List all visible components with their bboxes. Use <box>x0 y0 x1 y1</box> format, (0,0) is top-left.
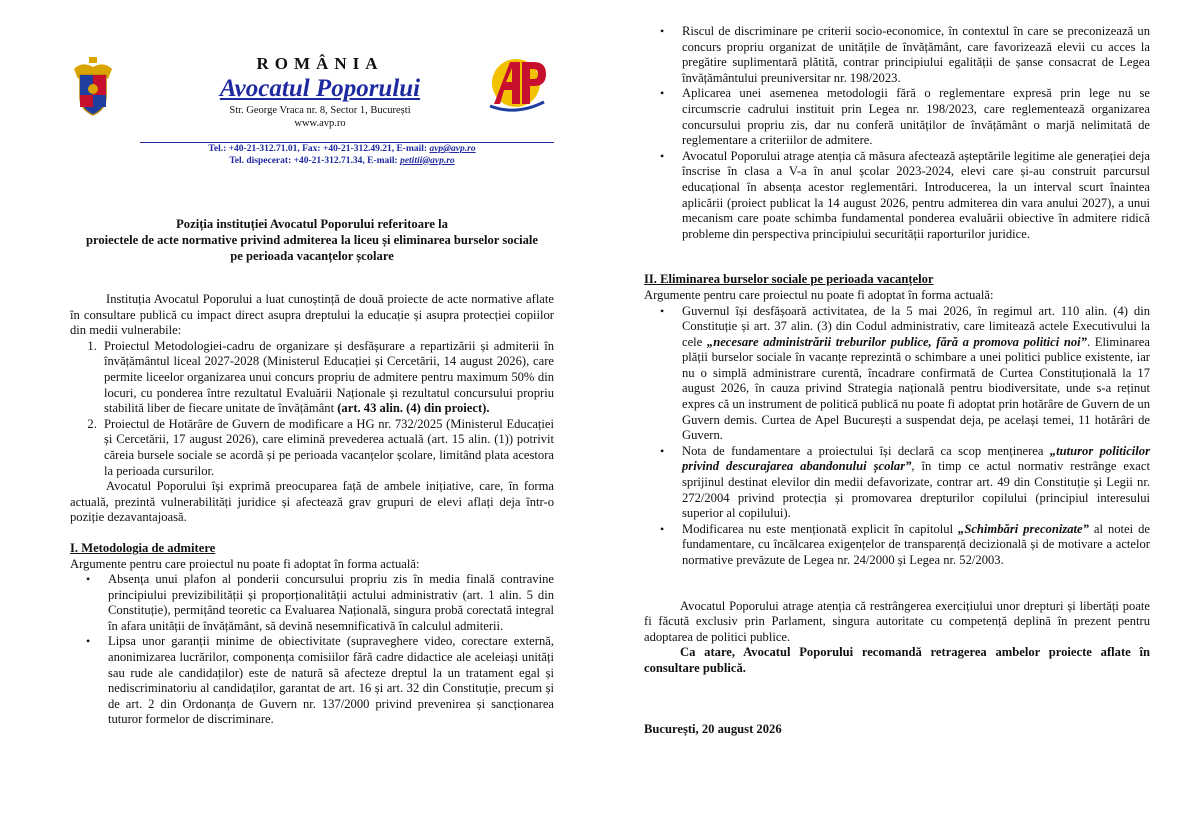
institution-website: www.avp.ro <box>294 117 346 129</box>
bullet-text: Absența unui plafon al ponderii concursului propriu zis în media finală contravine principiului previzibilității și proporționalității actului administrativ (art. 1 alin. 5 din Constituție), permițând teoretic ca Evaluarea Națională, singura probă corectată integral în afara unității de învățământ, să devină nesemnificativă în calculul admiterii. <box>108 572 554 633</box>
section-1-bullet-5 <box>660 148 1150 243</box>
bullet-text: Riscul de discriminare pe criterii socio-economice, în contextul în care se preconizează un concurs propriu organizat de unitățile de învățământ, care favorizează elevii cu acces la pregătire suplimentară plătită, contrar principiului egalității de șanse consacrat de Legea învățământului preuniversitar nr. 198/2023. <box>682 24 1150 85</box>
bullet-icon: • <box>660 148 665 163</box>
section-1-bullet-3 <box>660 24 1150 86</box>
bullet-quote: „tuturor politicilor privind descurajarea abandonului școlar” <box>682 443 1150 474</box>
bullet-icon: • <box>86 634 91 649</box>
bullet-icon: • <box>86 572 91 587</box>
project-item-1 <box>100 339 554 417</box>
bullet-text: Aplicarea unei asemenea metodologii fără o reglementare expresă prin lege nu se circumscrie cadrului instituit prin Legea nr. 198/2023, care reglementează organizarea concursului propriu zis, dar nu conferă unităților de învățământ o marjă nelimitată de reglementare a criteriilor de admitere. <box>682 86 1150 148</box>
bullet-text: Guvernul își desfășoară activitatea, de la 5 mai 2026, în regimul art. 110 alin. (4) din Constituție și art. 37 alin. (3) din Codul administrativ, care limitează actele Executivului la cele <box>682 303 1150 349</box>
recommendation-paragraph: Ca atare, Avocatul Poporului recomandă retragerea ambelor proiecte aflate în consultare publică. <box>644 645 1150 675</box>
section-1-heading: I. Metodologia de admitere <box>70 540 216 555</box>
section-2-bullets <box>644 304 1150 569</box>
section-2-bullet-2 <box>660 443 1150 522</box>
contact-line-2-text: Tel. dispecerat: +40-21-312.71.34, E-mail: <box>229 155 401 166</box>
project-2-text: Proiectul de Hotărâre de Guvern de modificare a HG nr. 732/2025 (Ministerul Educației și Cercetării, 17 august 2026), care elimină prevederea actuală (art. 15 alin. (1)) potrivit căreia bursele sociale se acordă și pe perioada vacanțelor școlare, limitând plata acestora la perioada cursurilor. <box>104 416 554 478</box>
bullet-icon: • <box>660 443 665 458</box>
title-line-3: pe perioada vacanțelor școlare <box>230 249 394 263</box>
project-1-text: Proiectul Metodologiei-cadru de organizare și desfășurare a repartizării și admiterii în învățământul liceal 2027-2028 (Ministerul Educației și Cercetării, 14 august 2026), care permite liceelor organizarea unui concurs propriu de admitere pentru maximum 50% din locuri, cu ponderea între rezultatul Evaluării Naționale și rezultatul concursului propriu stabilită liber de fiecare unitate de învățământ <box>104 338 554 416</box>
letterhead-center <box>160 52 480 130</box>
institution-address: Str. George Vraca nr. 8, Sector 1, București <box>229 104 411 116</box>
bullet-text-continued: . Eliminarea plății burselor sociale în vacanțe reprezintă o schimbare a unei politici publice existente, iar nu o simplă administrare curentă, încadrare confirmată de Curtea Constituțională la 17 august 2026, în cauza privind Strategia națională pentru biodiversitate, unde s-a reținut expres că un instrument de politică publică nu poate fi adoptat prin hotărâre de Guvern de un Guvern demis. Curtea de Apel București a suspendat deja, pe același temei, 11 hotărâri de Guvern. <box>682 334 1150 443</box>
bullet-text: Nota de fundamentare a proiectului își declară ca scop menținerea <box>682 443 1050 458</box>
section-1-subheading: Argumente pentru care proiectul nu poate fi adoptat în forma actuală: <box>70 556 420 571</box>
closing-paragraph: Avocatul Poporului atrage atenția că restrângerea exercițiului unor drepturi și libertăți poate fi făcută exclusiv prin Parlament, singura autoritate cu competență deplină în prezent pentru adoptarea de politici publice. <box>644 598 1150 644</box>
email-link-petitii[interactable]: petitii@avp.ro <box>400 155 455 166</box>
projects-list <box>70 339 554 479</box>
bullet-text: Modificarea nu este menționată explicit în capitolul <box>682 521 959 536</box>
bullet-icon: • <box>660 521 665 536</box>
letterhead <box>70 52 554 166</box>
avocatul-poporului-logo-icon <box>480 56 552 118</box>
contact-line-1 <box>130 144 554 156</box>
intro-paragraph: Instituția Avocatul Poporului a luat cunoștință de două proiecte de acte normative aflate în consultare publică cu impact direct asupra dreptului la educație și asupra protecției copiilor din medii vulnerabile: <box>70 292 554 338</box>
contact-line-1-text: Tel.: +40-21-312.71.01, Fax: +40-21-312.49.21, E-mail: <box>208 144 430 154</box>
project-item-2 <box>100 417 554 479</box>
section-1-bullet-2 <box>86 634 554 728</box>
bullet-text: Lipsa unor garanții minime de obiectivitate (supraveghere video, corectare externă, anonimizarea lucrărilor, componența comisiilor fără cadre didactice ale aceleiași unități sau rude ale candidaților) este de natură să afecteze dreptul la un tratament egal și nediscriminatoriu al candidaților, garantat de art. 16 și art. 32 din Constituție, precum și de art. 2 din Ordonanța de Guvern nr. 137/2000 privind prevenirea și sancționarea tuturor formelor de discriminare. <box>108 634 554 727</box>
bullet-text-continued: , în timp ce actul normativ restrânge exact sprijinul destinat elevilor din medii defavorizate, contrar art. 49 din Constituție și Legii nr. 272/2004 privind protecția și promovarea drepturilor copilului (principiul interesului superior al copilului). <box>682 459 1150 521</box>
country-name: ROMÂNIA <box>256 54 384 73</box>
section-2-subheading: Argumente pentru care proiectul nu poate fi adoptat în forma actuală: <box>644 287 994 302</box>
title-line-1: Poziția instituției Avocatul Poporului referitoare la <box>176 217 448 231</box>
bullet-quote: „necesare administrării treburilor publice, fără a promova politici noi” <box>706 334 1087 349</box>
section-2-bullet-1 <box>660 303 1150 444</box>
section-2-bullet-3 <box>660 521 1150 569</box>
contact-block <box>130 144 554 167</box>
section-1-bullets-continued <box>644 24 1150 242</box>
email-link-avp[interactable]: avp@avp.ro <box>429 144 476 154</box>
title-line-2: proiectele de acte normative privind admiterea la liceu și eliminarea burselor sociale <box>85 233 538 247</box>
contact-line-2 <box>130 156 554 168</box>
section-1-bullet-4 <box>660 86 1150 148</box>
bullet-icon: • <box>660 303 665 318</box>
bullet-icon: • <box>660 86 665 101</box>
section-1-bullet-1 <box>86 572 554 634</box>
section-2-heading: II. Eliminarea burselor sociale pe perioada vacanțelor <box>644 272 934 287</box>
concern-paragraph: Avocatul Poporului își exprimă preocuparea față de ambele inițiative, care, în forma actuală, prezintă vulnerabilități juridice și afectează grav grupuri de elevi aflați deja într-o poziție dezavantajoasă. <box>70 479 554 525</box>
project-1-reference: (art. 43 alin. (4) din proiect). <box>337 401 490 416</box>
bullet-text: Avocatul Poporului atrage atenția că măsura afectează așteptările legitime ale generației deja înscrise în clasa a V-a în anul școlar 2023-2024, elevi care și-au construit parcursul educațional în absența acestor reglementări. Introducerea, la un interval scurt înaintea aplicării (proiect publicat la 14 august 2026, pentru admiterea din vara anului 2027), a unui mecanism care poate schimba fundamental ponderea evaluării obiective în admitere ridică probleme din perspectiva principiului securității raporturilor juridice. <box>682 148 1150 241</box>
bullet-quote: „Schimbări preconizate” <box>958 521 1089 536</box>
document-title <box>70 216 554 264</box>
bullet-text-continued: al notei de fundamentare, cu încălcarea exigențelor de transparență decizională și de motivare a actelor normative prevăzute de Legea nr. 24/2000 și Legea nr. 52/2003. <box>682 521 1150 567</box>
letterhead-rule <box>140 142 554 143</box>
bullet-icon: • <box>660 24 665 38</box>
document-page-right <box>600 0 1200 820</box>
place-date-signature: București, 20 august 2026 <box>644 721 782 736</box>
section-1-bullets <box>70 572 554 728</box>
romania-coat-of-arms-icon <box>70 57 116 117</box>
institution-name: Avocatul Poporului <box>219 74 421 102</box>
